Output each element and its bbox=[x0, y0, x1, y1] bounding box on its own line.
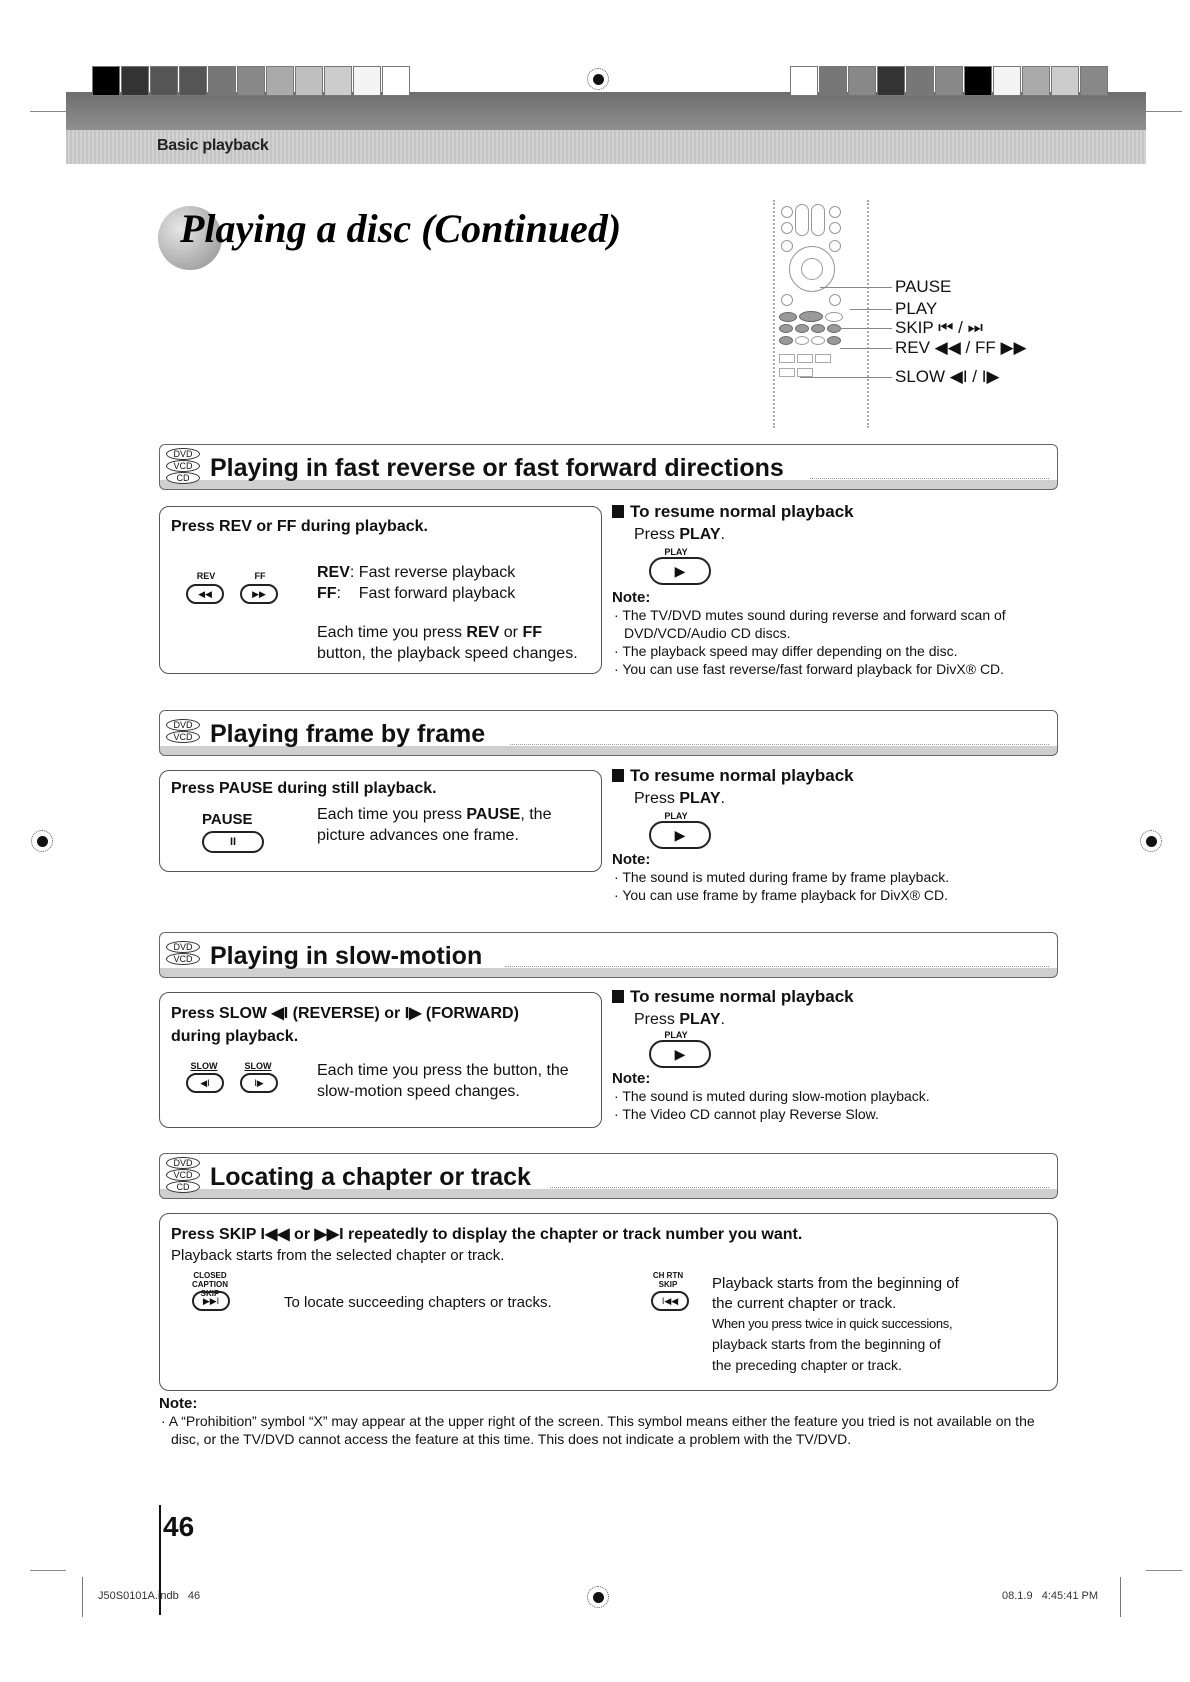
note-item: · You can use fast reverse/fast forward playback for DivX® CD. bbox=[614, 661, 1005, 677]
leader-line bbox=[840, 348, 892, 349]
slow-forward-button-label: SLOW bbox=[244, 1061, 272, 1071]
instruction-text: Press SLOW ◀I (REVERSE) or I▶ (FORWARD) during playback. bbox=[171, 1005, 519, 1045]
leader-line bbox=[840, 328, 892, 329]
remote-label-pause: PAUSE bbox=[895, 277, 952, 296]
instruction-box-slow-motion bbox=[159, 992, 602, 1128]
skip-prev-description: Playback starts from the beginning of the current chapter or track. When you press twice in quick successions, playback starts from the beginning of the preceding chapter or track. bbox=[712, 1275, 959, 1373]
instruction-box-frame-by-frame bbox=[159, 770, 602, 872]
leader-line bbox=[820, 287, 892, 288]
note-item: · A “Prohibition” symbol “X” may appear at the upper right of the screen. This symbol means either the feature you tried is not available on the disc, or the TV/DVD cannot access the feature at this time. This does not indicate a problem with the TV/DVD. bbox=[161, 1413, 1035, 1447]
play-button-label: PLAY bbox=[664, 811, 688, 821]
registration-mark-right bbox=[1140, 830, 1162, 852]
leader-line bbox=[850, 309, 892, 310]
bottom-note bbox=[159, 1395, 1059, 1448]
slow-reverse-button-label: SLOW bbox=[190, 1061, 218, 1071]
note-heading: Note: bbox=[159, 1395, 198, 1412]
play-button-icon: ▶ bbox=[649, 821, 711, 849]
crop-mark bbox=[30, 111, 66, 112]
cd-icon: CD bbox=[166, 1181, 200, 1193]
section-label: Basic playback bbox=[157, 137, 269, 154]
section-header-locate-chapter bbox=[159, 1153, 1058, 1199]
instruction-text: Press REV or FF during playback. bbox=[171, 518, 428, 535]
skip-next-button-label: CLOSED CAPTION SKIP bbox=[192, 1271, 228, 1298]
section-header-frame-by-frame bbox=[159, 710, 1058, 756]
resume-panel-frame-by-frame bbox=[612, 766, 1062, 904]
slow-reverse-button-icon: ◀I bbox=[186, 1073, 224, 1093]
disc-type-icons bbox=[166, 448, 200, 484]
dvd-icon: DVD bbox=[166, 1157, 200, 1169]
registration-mark-top bbox=[587, 68, 609, 90]
ff-button-icon: ▶▶ bbox=[240, 584, 278, 604]
file-name: J50S0101A.indb 46 bbox=[98, 1590, 201, 1602]
slow-forward-button-icon: I▶ bbox=[240, 1073, 278, 1093]
print-timestamp: 08.1.9 4:45:41 PM bbox=[1002, 1590, 1099, 1602]
remote-control-diagram bbox=[773, 200, 869, 428]
remote-label-slow: SLOW ◀I / I▶ bbox=[895, 367, 1000, 386]
note-item: · The playback speed may differ depending on the disc. bbox=[614, 643, 958, 659]
note-heading: Note: bbox=[612, 1070, 651, 1087]
vcd-icon: VCD bbox=[166, 953, 200, 965]
crop-mark bbox=[30, 1570, 66, 1571]
resume-heading: To resume normal playback bbox=[612, 766, 1062, 786]
skip-prev-button-icon: I◀◀ bbox=[651, 1291, 689, 1311]
disc-type-icons bbox=[166, 1157, 200, 1193]
section-header-slow-motion bbox=[159, 932, 1058, 978]
leader-line bbox=[800, 377, 892, 378]
page-title: Playing a disc (Continued) bbox=[180, 206, 622, 251]
skip-next-description: To locate succeeding chapters or tracks. bbox=[284, 1294, 552, 1311]
rev-button-icon: ◀◀ bbox=[186, 584, 224, 604]
note-item: · The sound is muted during slow-motion playback. bbox=[614, 1088, 930, 1104]
section-header-fast-scan bbox=[159, 444, 1058, 490]
section-title: Playing in slow-motion bbox=[210, 942, 483, 970]
skip-prev-button-label: CH RTN SKIP bbox=[652, 1271, 684, 1289]
color-bar-left bbox=[92, 66, 411, 96]
instruction-subtext: Playback starts from the selected chapter or track. bbox=[171, 1247, 505, 1264]
dvd-icon: DVD bbox=[166, 448, 200, 460]
crop-mark bbox=[82, 1577, 83, 1617]
crop-mark bbox=[1120, 1577, 1121, 1617]
ff-button-label: FF bbox=[254, 571, 266, 581]
vcd-icon: VCD bbox=[166, 1169, 200, 1181]
frame-advance-description: Each time you press PAUSE, the picture advances one frame. bbox=[317, 806, 552, 844]
instruction-text: Press SKIP I◀◀ or ▶▶I repeatedly to display the chapter or track number you want. bbox=[171, 1226, 803, 1243]
note-item: · The Video CD cannot play Reverse Slow. bbox=[614, 1106, 879, 1122]
crop-mark bbox=[1146, 1570, 1182, 1571]
resume-panel-slow-motion bbox=[612, 987, 1062, 1123]
disc-type-icons bbox=[166, 941, 200, 965]
play-button-icon: ▶ bbox=[649, 557, 711, 585]
crop-mark bbox=[1146, 111, 1182, 112]
play-button-label: PLAY bbox=[664, 1030, 688, 1040]
header-band-dark bbox=[66, 92, 1146, 130]
instruction-text: Press PAUSE during still playback. bbox=[171, 780, 437, 797]
rev-button-label: REV bbox=[196, 571, 216, 581]
section-title: Locating a chapter or track bbox=[210, 1163, 531, 1191]
section-title: Playing frame by frame bbox=[210, 720, 486, 748]
resume-heading: To resume normal playback bbox=[612, 987, 1062, 1007]
resume-instruction: Press PLAY. bbox=[634, 1011, 725, 1028]
note-heading: Note: bbox=[612, 851, 651, 868]
dvd-icon: DVD bbox=[166, 941, 200, 953]
rev-description: REV: Fast reverse playback bbox=[317, 564, 516, 581]
play-button-label: PLAY bbox=[664, 547, 688, 557]
resume-heading: To resume normal playback bbox=[612, 502, 1062, 522]
note-item: · The sound is muted during frame by frame playback. bbox=[614, 869, 950, 885]
note-item: · You can use frame by frame playback for DivX® CD. bbox=[614, 887, 949, 903]
remote-label-rev-ff: REV ◀◀ / FF ▶▶ bbox=[895, 338, 1027, 357]
disc-type-icons bbox=[166, 719, 200, 743]
registration-mark-left bbox=[31, 830, 53, 852]
vcd-icon: VCD bbox=[166, 731, 200, 743]
resume-instruction: Press PLAY. bbox=[634, 790, 725, 807]
remote-label-skip: SKIP ⏮ / ⏭ bbox=[895, 318, 983, 337]
instruction-box-fast-scan bbox=[159, 506, 602, 674]
registration-mark-bottom bbox=[587, 1586, 609, 1608]
speed-change-description: Each time you press REV or FF button, the playback speed changes. bbox=[317, 624, 578, 662]
dvd-icon: DVD bbox=[166, 719, 200, 731]
pause-button-icon: II bbox=[202, 831, 264, 853]
page-number: 46 bbox=[163, 1511, 195, 1542]
note-item: · The TV/DVD mutes sound during reverse and forward scan of DVD/VCD/Audio CD discs. bbox=[614, 607, 1006, 641]
slow-speed-description: Each time you press the button, the slow-motion speed changes. bbox=[317, 1062, 569, 1100]
ff-description: FF: Fast forward playback bbox=[317, 585, 516, 602]
instruction-box-locate-chapter bbox=[159, 1213, 1058, 1391]
resume-panel-fast-scan bbox=[612, 502, 1062, 678]
section-title: Playing in fast reverse or fast forward directions bbox=[210, 454, 784, 482]
color-bar-right bbox=[790, 66, 1109, 96]
pause-button-label: PAUSE bbox=[202, 811, 253, 828]
cd-icon: CD bbox=[166, 472, 200, 484]
play-button-icon: ▶ bbox=[649, 1040, 711, 1068]
vcd-icon: VCD bbox=[166, 460, 200, 472]
resume-instruction: Press PLAY. bbox=[634, 526, 725, 543]
skip-next-button-icon: ▶▶I bbox=[192, 1291, 230, 1311]
remote-label-play: PLAY bbox=[895, 299, 938, 318]
note-heading: Note: bbox=[612, 589, 651, 606]
